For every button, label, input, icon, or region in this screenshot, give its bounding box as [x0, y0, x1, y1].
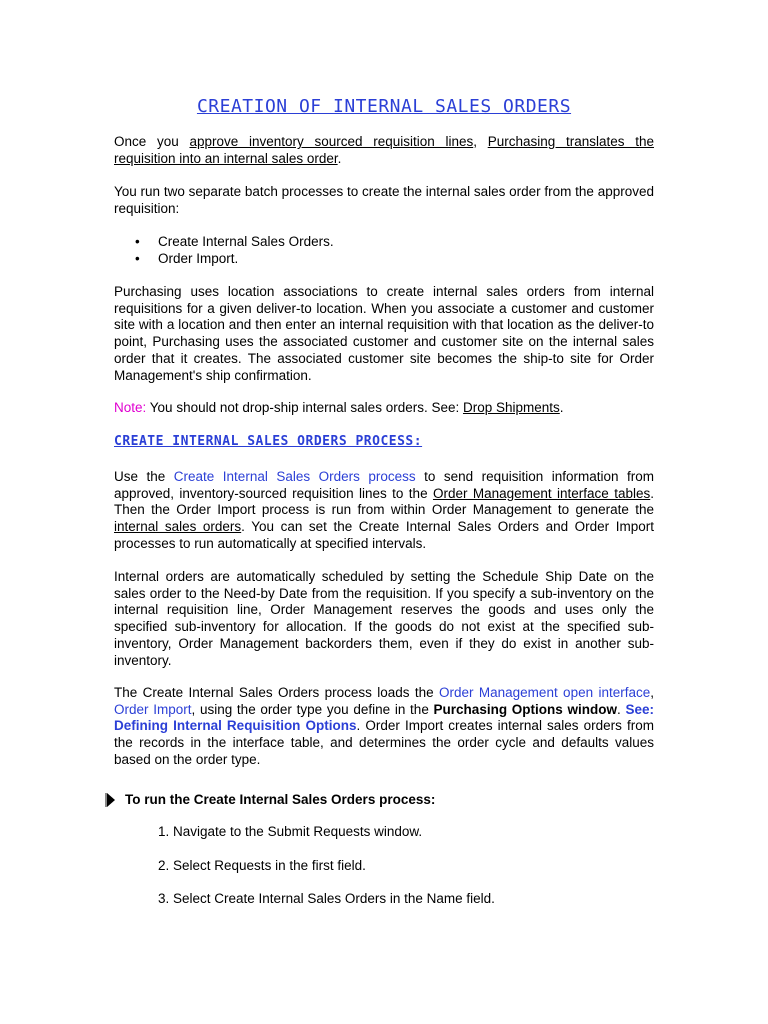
order-import-paragraph	[114, 685, 654, 769]
interface-tables-link[interactable]: Order Management interface tables	[432, 485, 651, 501]
procedure-step: 1. Navigate to the Submit Requests window.	[158, 824, 423, 839]
purchasing-options-window: Purchasing Options window	[433, 701, 617, 717]
process-text-2: to send requisition information from approved, inventory-sourced requisition lines to the	[114, 469, 654, 501]
list-item-label: Order Import.	[158, 250, 239, 266]
page-title: CREATION OF INTERNAL SALES ORDERS	[196, 96, 572, 117]
internal-sales-orders-link[interactable]: internal sales orders	[114, 519, 242, 535]
batch-process-paragraph: You run two separate batch processes to create the internal sales order from the approved requisition:	[114, 184, 654, 216]
intro-text-end: .	[337, 150, 342, 166]
drop-shipments-link[interactable]: Drop Shipments	[462, 400, 560, 415]
procedure-step: 2. Select Requests in the first field.	[158, 858, 366, 873]
intro-text: Once you	[114, 134, 190, 149]
process-list	[114, 234, 654, 267]
scheduling-paragraph: Internal orders are automatically scheduled by setting the Schedule Ship Date on the sales order to the Need-by Date from the requisition. If you specify a sub-inventory on the internal requisition line, Order Management reserves the goods and uses only the specified sub-inventory for allocation. If the goods do not exist at the specified sub-inventory, Order Management backorders them, even if they do exist in another sub-inventory.	[114, 569, 654, 668]
procedure-heading	[107, 792, 435, 807]
procedure-arrow-icon	[107, 793, 115, 807]
intro-paragraph	[114, 134, 654, 167]
import-text: The Create Internal Sales Orders process loads the	[114, 685, 440, 700]
note-paragraph	[114, 400, 654, 417]
create-internal-sales-orders-link[interactable]: Create Internal Sales Orders process	[173, 469, 416, 484]
process-text-4: . You can set the Create Internal Sales Orders and Order Import processes to run automatically at specified intervals.	[114, 519, 654, 551]
bullet-icon: •	[135, 234, 140, 249]
import-text-sep: ,	[650, 685, 654, 700]
procedure-step: 3. Select Create Internal Sales Orders in the Name field.	[158, 891, 495, 906]
order-import-link[interactable]: Order Import	[114, 701, 192, 717]
list-item	[114, 251, 654, 268]
import-text-2: , using the order type you define in the	[191, 701, 434, 717]
defining-requisition-options-link[interactable]: See: Defining Internal Requisition Options	[114, 701, 654, 734]
note-end: .	[559, 400, 564, 415]
bullet-icon: •	[135, 250, 140, 266]
translate-requisition-link[interactable]: Purchasing translates the requisition into an internal sales order	[114, 134, 654, 166]
approve-requisition-link[interactable]: approve inventory sourced requisition lines	[189, 134, 474, 149]
import-text-3: .	[616, 701, 626, 717]
import-text-4: . Order Import creates internal sales orders from the records in the interface table, and determines the order cycle and defaults values based on the order type.	[114, 718, 654, 767]
list-item	[114, 234, 654, 251]
location-associations-paragraph: Purchasing uses location associations to create internal sales orders from internal requisitions for a given deliver-to location. When you associate a customer and customer site with a location and then enter an internal requisition with that location as the deliver-to point, Purchasing uses the associated customer and customer site on the internal sales order that it creates. The associated customer site becomes the ship-to site for Order Management's ship confirmation.	[114, 284, 654, 383]
intro-text-sep: ,	[473, 134, 488, 149]
note-label: Note:	[114, 400, 147, 415]
process-text: Use the	[114, 469, 174, 484]
procedure-heading-label: To run the Create Internal Sales Orders process:	[125, 792, 436, 807]
note-text: You should not drop-ship internal sales orders. See:	[146, 400, 463, 415]
process-text-3: . Then the Order Import process is run from within Order Management to generate the	[114, 485, 654, 518]
open-interface-link[interactable]: Order Management open interface	[439, 685, 651, 700]
list-item-label: Create Internal Sales Orders.	[158, 234, 334, 249]
process-paragraph	[114, 469, 654, 553]
section-heading: CREATE INTERNAL SALES ORDERS PROCESS:	[114, 434, 423, 449]
